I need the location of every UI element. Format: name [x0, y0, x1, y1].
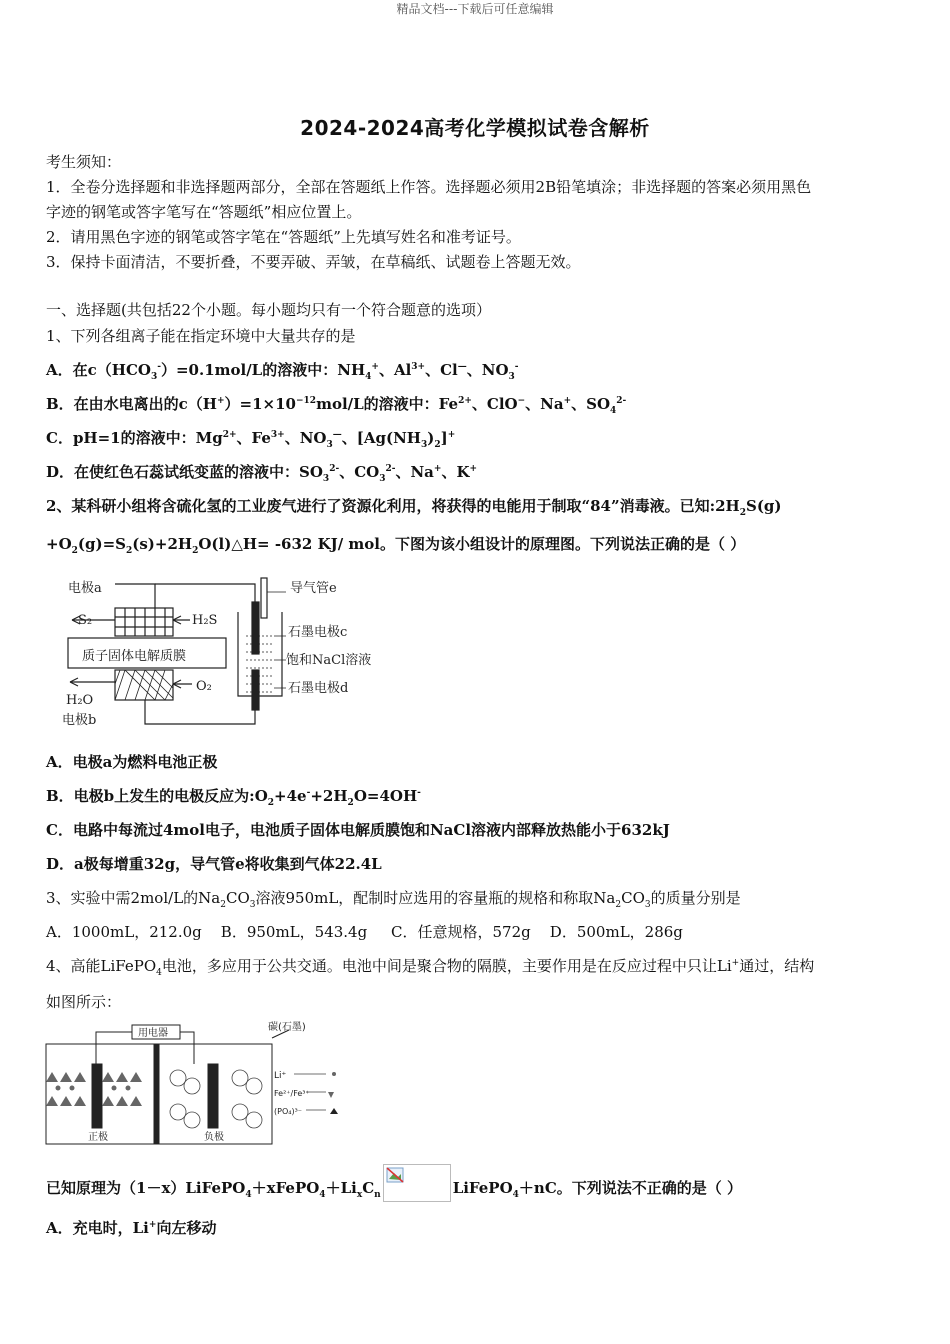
q2-option-c: C．电路中每流过4mol电子，电池质子固体电解质膜饱和NaCl溶液内部释放热能小于632kJ — [46, 821, 670, 839]
q1-option-a: A．在$c(HCO_3^-)=0.1mol/L$的溶液中：$NH_4^+$、$Al^{3+}$、Cl—、$NO_3^-$ — [46, 361, 519, 382]
q1-option-d: D．在使红色石蕊试纸变蓝的溶液中：$SO_3^{2-}$、$CO_3^{2-}$、Na+、K+ — [46, 463, 478, 484]
broken-image-icon — [383, 1164, 451, 1202]
legend-fe: Fe²⁺/Fe³⁺ — [274, 1089, 310, 1098]
q2-option-a: A．电极a为燃料电池正极 — [46, 753, 218, 771]
notice-item: 1．全卷分选择题和非选择题两部分，全部在答题纸上作答。选择题必须用2B铅笔填涂；非选择题的答案必须用黑色 — [46, 178, 812, 196]
section-heading: 一、选择题(共包括22个小题。每小题均只有一个符合题意的选项） — [46, 301, 491, 319]
battery-diagram — [44, 1020, 344, 1148]
q3-options: A．1000mL，212.0g B．950mL，543.4g C．任意规格，572g D．500mL，286g — [46, 923, 683, 941]
label-membrane: 质子固体电解质膜 — [82, 649, 187, 664]
q3-stem: 3、实验中需2mol/L的$Na_2CO_3$溶液950mL，配制时应选用的容量瓶的规格和称取$Na_2CO_3$的质量分别是 — [46, 889, 741, 910]
notice-item: 2．请用黑色字迹的钢笔或答字笔在“答题纸”上先填写姓名和准考证号。 — [46, 228, 521, 246]
q4-option-a: A．充电时，Li+向左移动 — [46, 1219, 217, 1237]
label-device: 用电器 — [138, 1028, 168, 1039]
notice-item: 3．保持卡面清洁，不要折叠，不要弄破、弄皱，在草稿纸、试题卷上答题无效。 — [46, 253, 581, 271]
label-h2o: H₂O — [66, 693, 94, 708]
notice-heading: 考生须知： — [46, 153, 122, 171]
label-electrode-a: 电极a — [68, 581, 102, 596]
q1-option-b: B．在由水电离出的$c(H^+)=1\times 10^{-12}mol/L$的溶液中：$Fe^{2+}$、ClO−、Na+、$SO_4^{2-}$ — [46, 395, 627, 416]
label-electrode-b: 电极b — [62, 713, 97, 728]
q4-principle: 已知原理为$(1-x)LiFePO_4+xFePO_4+Li_xC_n$ LiFePO$_4$＋nC。下列说法不正确的是（ ） — [46, 1170, 906, 1208]
label-graphite-c: 石墨电极c — [288, 625, 348, 640]
q2-stem-cont: $+O_2(g)=S_2(s)+2H_2O(l)\triangle H= -632$ KJ/ mol。下图为该小组设计的原理图。下列说法正确的是（ ） — [46, 535, 746, 556]
q1-option-c: C．pH=1的溶液中：$Mg^{2+}$、$Fe^{3+}$、$NO_3^—$、$[Ag(NH_3)_2]^+$ — [46, 429, 456, 450]
label-graphite-d: 石墨电极d — [288, 681, 349, 696]
q2-stem: 2、某科研小组将含硫化氢的工业废气进行了资源化利用，将获得的电能用于制取“84”消毒液。已知$:2H_2S(g)$ — [46, 497, 782, 518]
label-o2: O₂ — [196, 679, 212, 694]
label-h2s: H₂S — [192, 613, 218, 628]
notice-item: 字迹的钢笔或答字笔写在“答题纸”相应位置上。 — [46, 203, 362, 221]
label-negative: 负极 — [204, 1132, 224, 1143]
fuel-cell-diagram — [60, 572, 390, 737]
legend-po4: (PO₄)³⁻ — [274, 1107, 302, 1116]
label-positive: 正极 — [88, 1132, 108, 1143]
q2-option-d: D．a极每增重32g，导气管e将收集到气体22.4L — [46, 855, 382, 873]
label-s2: S₂ — [78, 613, 93, 628]
q4-stem-cont: 如图所示： — [46, 993, 122, 1011]
header-note: 精品文档---下载后可任意编辑 — [396, 2, 554, 16]
label-nacl: 饱和NaCl溶液 — [286, 653, 372, 668]
legend-li: Li⁺ — [274, 1071, 287, 1081]
q1-stem: 1、下列各组离子能在指定环境中大量共存的是 — [46, 327, 356, 345]
q4-stem: 4、高能LiFePO$_4$电池，多应用于公共交通。电池中间是聚合物的隔膜，主要作用是在反应过程中只让Li+通过，结构 — [46, 957, 815, 978]
label-gas-tube: 导气管e — [290, 581, 337, 596]
label-carbon: 碳(石墨) — [268, 1022, 306, 1033]
q2-option-b: B．电极b上发生的电极反应为$:O_2+4e^-+2H_2O=4OH^-$ — [46, 787, 421, 808]
page-title: 2024-2024高考化学模拟试卷含解析 — [300, 116, 650, 140]
